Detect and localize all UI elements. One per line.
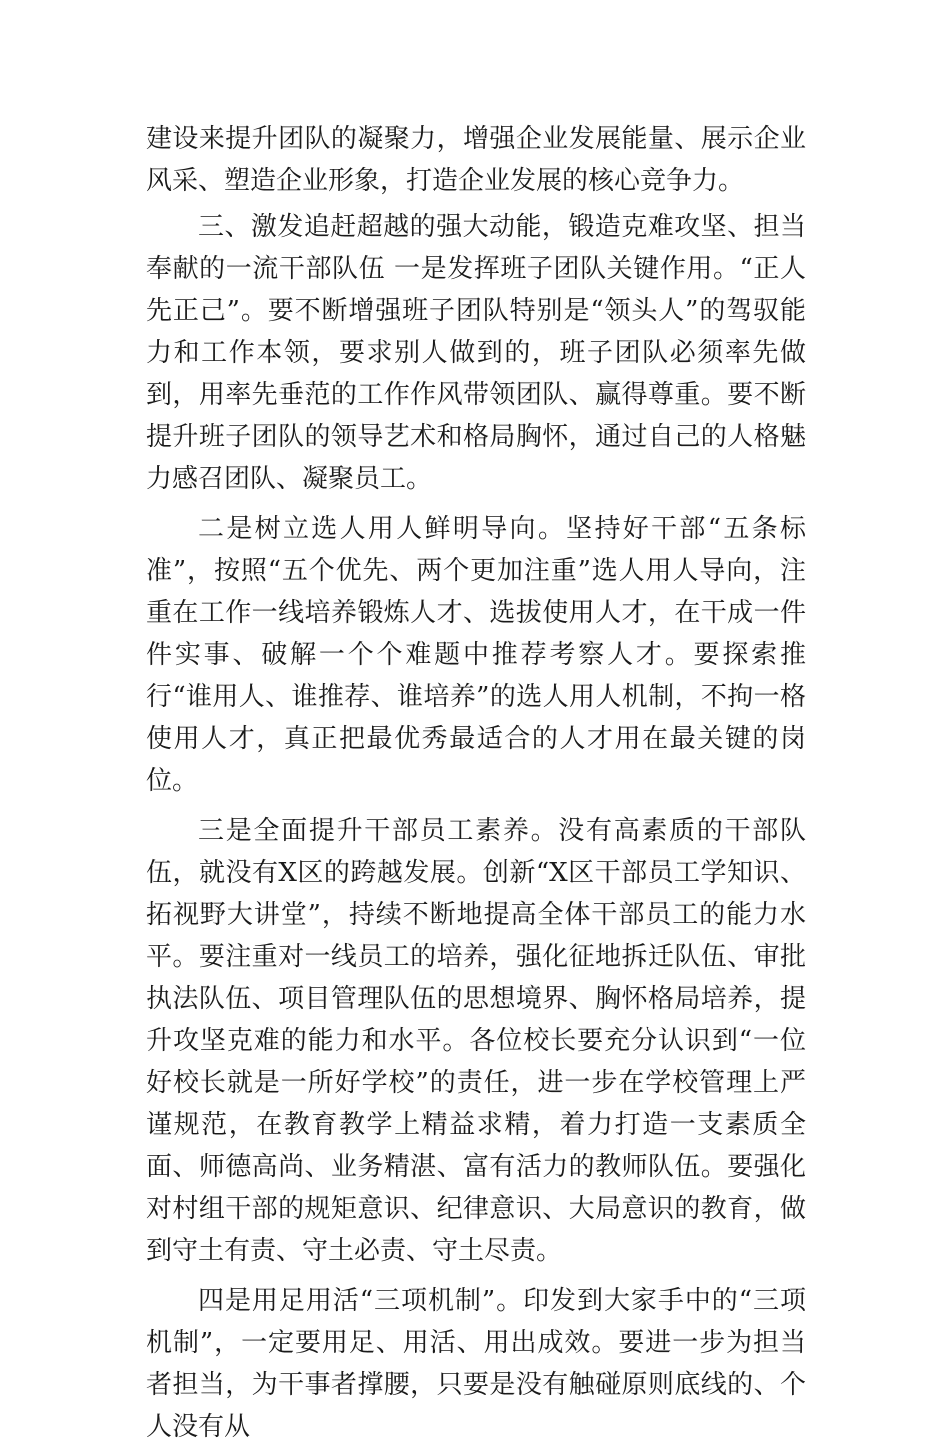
paragraph-point-three: 三是全面提升干部员工素养。没有高素质的干部队伍，就没有X区的跨越发展。创新“X区干部员工学知识、拓视野大讲堂”，持续不断地提高全体干部员工的能力水平。要注重对一线员工的培养，强化征地拆迁队伍、审批执法队伍、项目管理队伍的思想境界、胸怀格局培养，提升攻坚克难的能力和水平。各位校长要充分认识到“一位好校长就是一所好学校”的责任，进一步在学校管理上严谨规范，在教育教学上精益求精，着力打造一支素质全面、师德高尚、业务精湛、富有活力的教师队伍。要强化对村组干部的规矩意识、纪律意识、大局意识的教育，做到守土有责、守土必责、守土尽责。 (146, 816, 806, 1266)
paragraph-point-two: 二是树立选人用人鲜明导向。坚持好干部“五条标准”，按照“五个优先、两个更加注重”选人用人导向，注重在工作一线培养锻炼人才、选拔使用人才，在干成一件件实事、破解一个个难题中推荐考察人才。要探索推行“谁用人、谁推荐、谁培养”的选人用人机制，不拘一格使用人才，真正把最优秀最适合的人才用在最关键的岗位。 (146, 514, 806, 796)
paragraph-point-four: 四是用足用活“三项机制”。印发到大家手中的“三项机制”，一定要用足、用活、用出成效。要进一步为担当者担当，为干事者撑腰，只要是没有触碰原则底线的、个人没有从 (146, 1286, 806, 1442)
paragraph-continuation: 建设来提升团队的凝聚力，增强企业发展能量、展示企业风采、塑造企业形象，打造企业发展的核心竞争力。 (146, 124, 806, 196)
document-body (146, 118, 806, 1456)
paragraph-section-three: 三、激发追赶超越的强大动能，锻造克难攻坚、担当奉献的一流干部队伍 一是发挥班子团队关键作用。“正人先正己”。要不断增强班子团队特别是“领头人”的驾驭能力和工作本领，要求别人做到的，班子团队必须率先做到，用率先垂范的工作作风带领团队、赢得尊重。要不断提升班子团队的领导艺术和格局胸怀，通过自己的人格魅力感召团队、凝聚员工。 (146, 212, 806, 494)
